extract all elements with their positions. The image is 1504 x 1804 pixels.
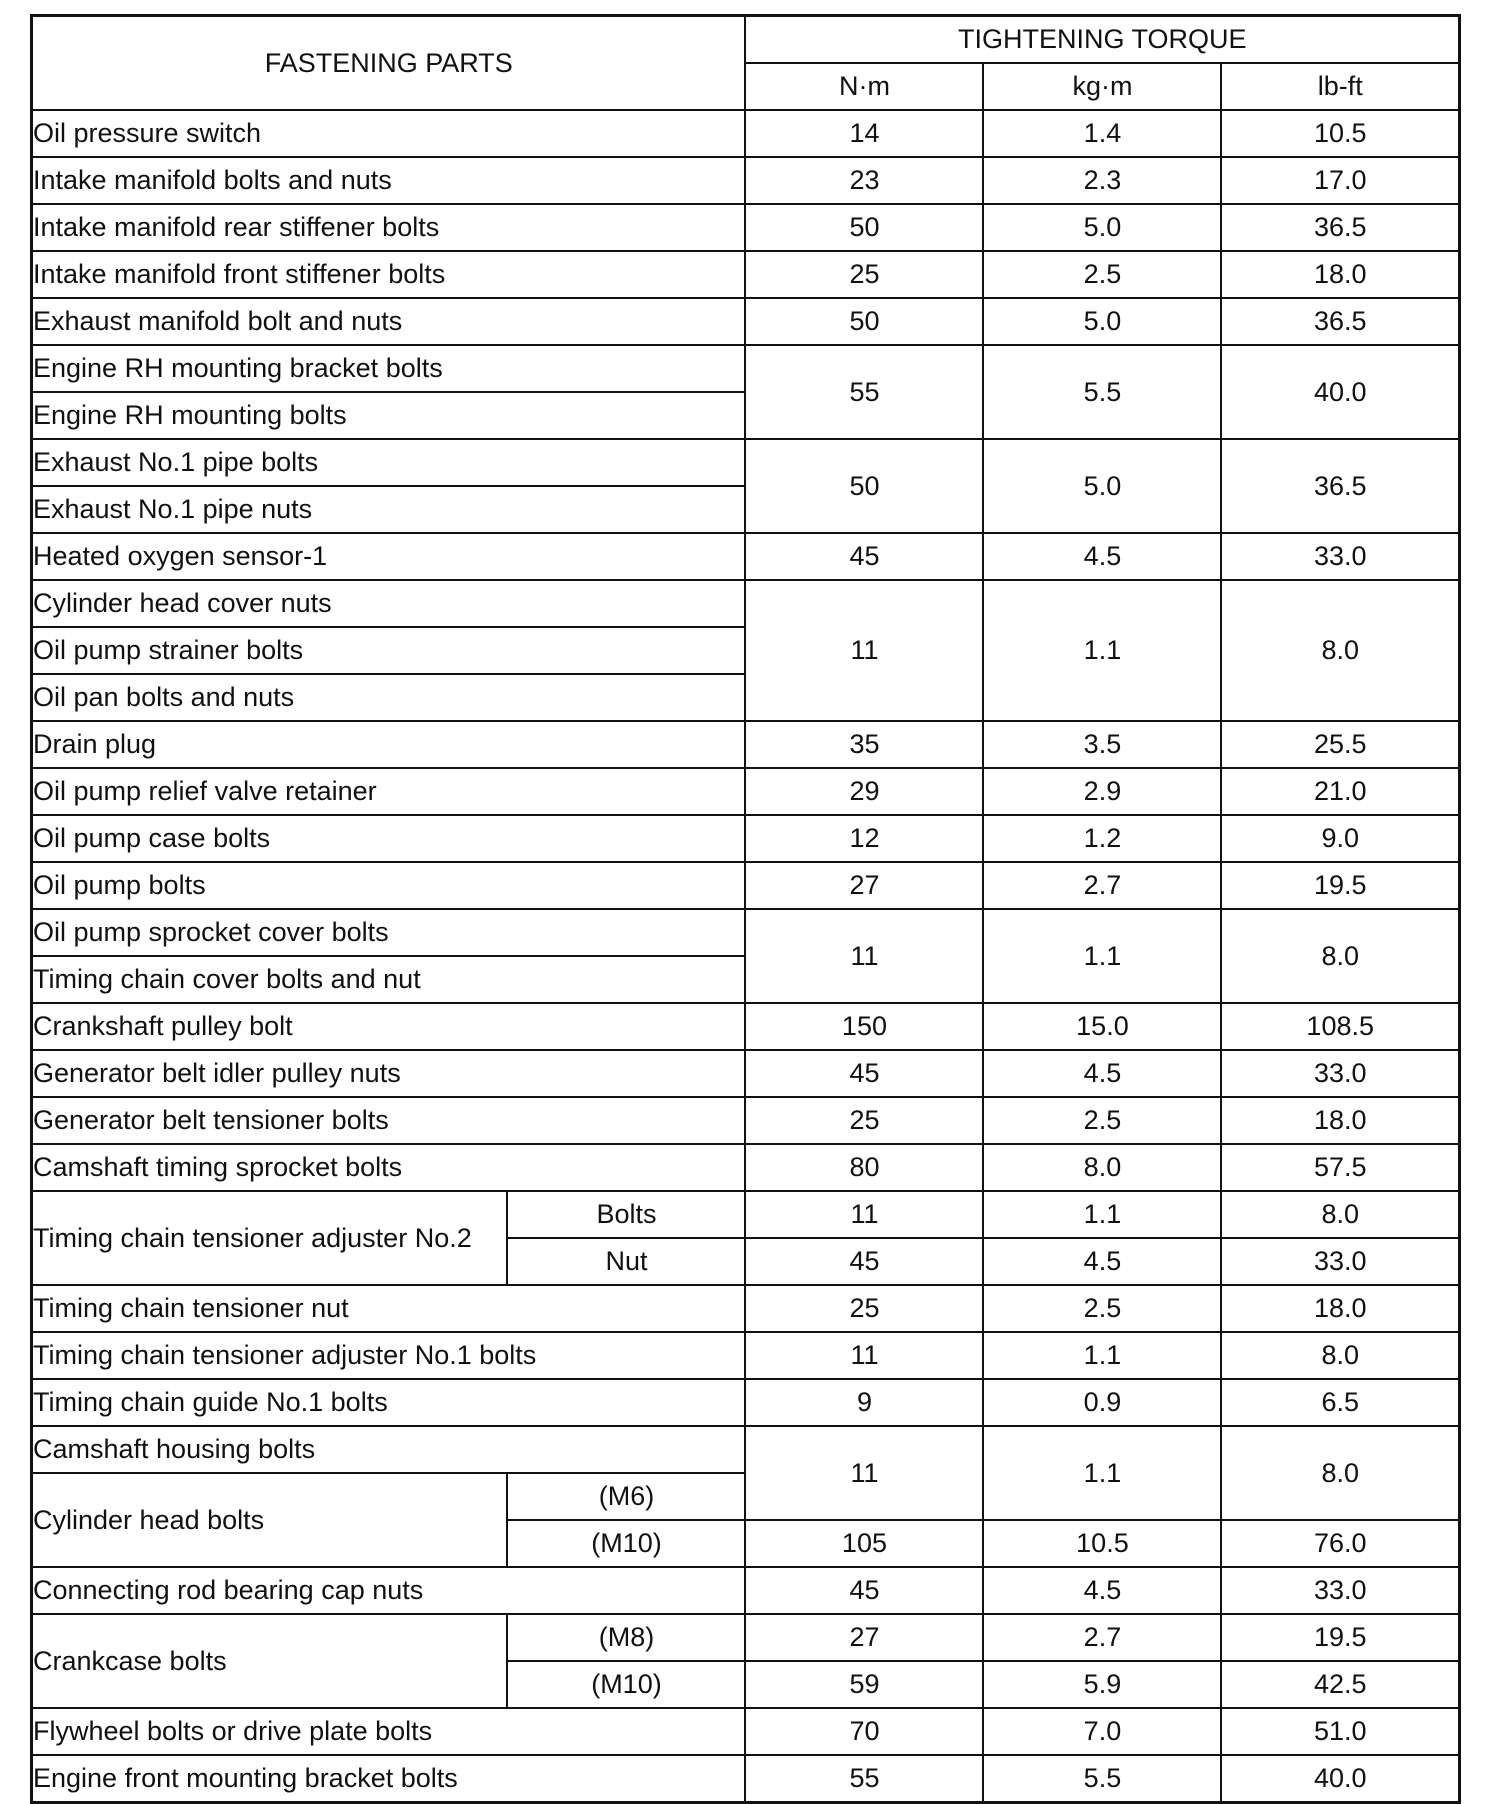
torque-nm: 150 bbox=[745, 1003, 983, 1050]
torque-lbft: 21.0 bbox=[1221, 768, 1459, 815]
torque-lbft: 6.5 bbox=[1221, 1379, 1459, 1426]
part-name: Cylinder head cover nuts bbox=[32, 580, 746, 627]
table-row bbox=[32, 345, 1460, 392]
torque-kgm: 2.5 bbox=[983, 1097, 1221, 1144]
table-row bbox=[32, 580, 1460, 627]
torque-kgm: 1.1 bbox=[983, 1332, 1221, 1379]
torque-kgm: 8.0 bbox=[983, 1144, 1221, 1191]
torque-nm: 45 bbox=[745, 1238, 983, 1285]
torque-lbft: 8.0 bbox=[1221, 580, 1459, 721]
sub-part-label: (M10) bbox=[507, 1661, 745, 1708]
torque-lbft: 9.0 bbox=[1221, 815, 1459, 862]
table-row bbox=[32, 1050, 1460, 1097]
table-row bbox=[32, 768, 1460, 815]
torque-kgm: 5.0 bbox=[983, 204, 1221, 251]
table-row bbox=[32, 157, 1460, 204]
torque-nm: 105 bbox=[745, 1520, 983, 1567]
torque-kgm: 5.5 bbox=[983, 1755, 1221, 1803]
torque-kgm: 4.5 bbox=[983, 533, 1221, 580]
sub-part-label: Nut bbox=[507, 1238, 745, 1285]
torque-kgm: 2.7 bbox=[983, 862, 1221, 909]
part-name: Heated oxygen sensor-1 bbox=[32, 533, 746, 580]
torque-lbft: 8.0 bbox=[1221, 1332, 1459, 1379]
part-name: Engine RH mounting bolts bbox=[32, 392, 746, 439]
unit-header-nm: N·m bbox=[745, 63, 983, 110]
part-name: Exhaust No.1 pipe nuts bbox=[32, 486, 746, 533]
table-row bbox=[32, 1426, 1460, 1473]
tightening-torque-header: TIGHTENING TORQUE bbox=[745, 16, 1459, 64]
torque-lbft: 33.0 bbox=[1221, 533, 1459, 580]
part-name: Timing chain cover bolts and nut bbox=[32, 956, 746, 1003]
torque-nm: 11 bbox=[745, 1332, 983, 1379]
torque-lbft: 19.5 bbox=[1221, 1614, 1459, 1661]
torque-kgm: 15.0 bbox=[983, 1003, 1221, 1050]
torque-kgm: 1.1 bbox=[983, 1191, 1221, 1238]
torque-lbft: 36.5 bbox=[1221, 298, 1459, 345]
torque-nm: 45 bbox=[745, 1567, 983, 1614]
part-name: Connecting rod bearing cap nuts bbox=[32, 1567, 746, 1614]
torque-lbft: 57.5 bbox=[1221, 1144, 1459, 1191]
torque-nm: 80 bbox=[745, 1144, 983, 1191]
torque-lbft: 8.0 bbox=[1221, 1191, 1459, 1238]
torque-kgm: 0.9 bbox=[983, 1379, 1221, 1426]
table-row bbox=[32, 1003, 1460, 1050]
torque-kgm: 5.0 bbox=[983, 298, 1221, 345]
torque-kgm: 1.4 bbox=[983, 110, 1221, 157]
part-name: Crankshaft pulley bolt bbox=[32, 1003, 746, 1050]
table-row bbox=[32, 204, 1460, 251]
table-row bbox=[32, 1755, 1460, 1803]
torque-nm: 59 bbox=[745, 1661, 983, 1708]
part-name: Camshaft timing sprocket bolts bbox=[32, 1144, 746, 1191]
sub-part-label: Bolts bbox=[507, 1191, 745, 1238]
torque-lbft: 33.0 bbox=[1221, 1238, 1459, 1285]
table-row bbox=[32, 909, 1460, 956]
torque-kgm: 10.5 bbox=[983, 1520, 1221, 1567]
torque-nm: 12 bbox=[745, 815, 983, 862]
torque-nm: 55 bbox=[745, 345, 983, 439]
table-row bbox=[32, 1285, 1460, 1332]
part-name: Drain plug bbox=[32, 721, 746, 768]
torque-nm: 11 bbox=[745, 909, 983, 1003]
table-row bbox=[32, 251, 1460, 298]
torque-nm: 23 bbox=[745, 157, 983, 204]
part-name: Timing chain tensioner adjuster No.2 bbox=[32, 1191, 508, 1285]
torque-kgm: 4.5 bbox=[983, 1050, 1221, 1097]
torque-lbft: 36.5 bbox=[1221, 204, 1459, 251]
torque-kgm: 1.1 bbox=[983, 580, 1221, 721]
part-name: Cylinder head bolts bbox=[32, 1473, 508, 1567]
torque-lbft: 40.0 bbox=[1221, 345, 1459, 439]
part-name: Intake manifold rear stiffener bolts bbox=[32, 204, 746, 251]
sub-part-label: (M8) bbox=[507, 1614, 745, 1661]
torque-lbft: 33.0 bbox=[1221, 1050, 1459, 1097]
torque-lbft: 18.0 bbox=[1221, 1285, 1459, 1332]
torque-nm: 45 bbox=[745, 533, 983, 580]
part-name: Crankcase bolts bbox=[32, 1614, 508, 1708]
part-name: Generator belt tensioner bolts bbox=[32, 1097, 746, 1144]
table-row bbox=[32, 1144, 1460, 1191]
part-name: Oil pump sprocket cover bolts bbox=[32, 909, 746, 956]
table-row bbox=[32, 1708, 1460, 1755]
part-name: Intake manifold front stiffener bolts bbox=[32, 251, 746, 298]
torque-nm: 14 bbox=[745, 110, 983, 157]
torque-lbft: 33.0 bbox=[1221, 1567, 1459, 1614]
table-row bbox=[32, 862, 1460, 909]
part-name: Timing chain tensioner nut bbox=[32, 1285, 746, 1332]
torque-nm: 50 bbox=[745, 298, 983, 345]
torque-nm: 27 bbox=[745, 1614, 983, 1661]
part-name: Oil pump bolts bbox=[32, 862, 746, 909]
torque-nm: 27 bbox=[745, 862, 983, 909]
torque-nm: 35 bbox=[745, 721, 983, 768]
torque-nm: 25 bbox=[745, 1285, 983, 1332]
torque-kgm: 1.2 bbox=[983, 815, 1221, 862]
torque-nm: 25 bbox=[745, 251, 983, 298]
part-name: Intake manifold bolts and nuts bbox=[32, 157, 746, 204]
torque-lbft: 10.5 bbox=[1221, 110, 1459, 157]
torque-lbft: 36.5 bbox=[1221, 439, 1459, 533]
torque-nm: 50 bbox=[745, 204, 983, 251]
part-name: Camshaft housing bolts bbox=[32, 1426, 746, 1473]
torque-nm: 45 bbox=[745, 1050, 983, 1097]
part-name: Timing chain guide No.1 bolts bbox=[32, 1379, 746, 1426]
torque-nm: 70 bbox=[745, 1708, 983, 1755]
torque-lbft: 17.0 bbox=[1221, 157, 1459, 204]
table-row bbox=[32, 815, 1460, 862]
torque-lbft: 51.0 bbox=[1221, 1708, 1459, 1755]
part-name: Timing chain tensioner adjuster No.1 bolts bbox=[32, 1332, 746, 1379]
torque-lbft: 18.0 bbox=[1221, 1097, 1459, 1144]
table-row bbox=[32, 1332, 1460, 1379]
torque-kgm: 4.5 bbox=[983, 1567, 1221, 1614]
torque-nm: 11 bbox=[745, 580, 983, 721]
torque-lbft: 18.0 bbox=[1221, 251, 1459, 298]
part-name: Generator belt idler pulley nuts bbox=[32, 1050, 746, 1097]
part-name: Oil pump case bolts bbox=[32, 815, 746, 862]
torque-kgm: 5.9 bbox=[983, 1661, 1221, 1708]
torque-kgm: 5.5 bbox=[983, 345, 1221, 439]
part-name: Engine front mounting bracket bolts bbox=[32, 1755, 746, 1803]
table-row bbox=[32, 721, 1460, 768]
unit-header-kgm: kg·m bbox=[983, 63, 1221, 110]
torque-nm: 25 bbox=[745, 1097, 983, 1144]
table-row bbox=[32, 1567, 1460, 1614]
unit-header-lbft: lb-ft bbox=[1221, 63, 1459, 110]
torque-lbft: 40.0 bbox=[1221, 1755, 1459, 1803]
sub-part-label: (M6) bbox=[507, 1473, 745, 1520]
torque-nm: 11 bbox=[745, 1191, 983, 1238]
table-row bbox=[32, 533, 1460, 580]
part-name: Oil pump relief valve retainer bbox=[32, 768, 746, 815]
torque-kgm: 2.3 bbox=[983, 157, 1221, 204]
torque-kgm: 2.5 bbox=[983, 251, 1221, 298]
torque-kgm: 2.9 bbox=[983, 768, 1221, 815]
torque-nm: 9 bbox=[745, 1379, 983, 1426]
torque-kgm: 5.0 bbox=[983, 439, 1221, 533]
torque-kgm: 2.5 bbox=[983, 1285, 1221, 1332]
sub-part-label: (M10) bbox=[507, 1520, 745, 1567]
table-row bbox=[32, 298, 1460, 345]
torque-lbft: 76.0 bbox=[1221, 1520, 1459, 1567]
part-name: Flywheel bolts or drive plate bolts bbox=[32, 1708, 746, 1755]
table-row bbox=[32, 1097, 1460, 1144]
torque-nm: 50 bbox=[745, 439, 983, 533]
part-name: Exhaust No.1 pipe bolts bbox=[32, 439, 746, 486]
torque-lbft: 42.5 bbox=[1221, 1661, 1459, 1708]
torque-kgm: 1.1 bbox=[983, 1426, 1221, 1520]
fastening-parts-header: FASTENING PARTS bbox=[32, 16, 746, 111]
torque-kgm: 4.5 bbox=[983, 1238, 1221, 1285]
part-name: Oil pressure switch bbox=[32, 110, 746, 157]
torque-lbft: 19.5 bbox=[1221, 862, 1459, 909]
torque-nm: 55 bbox=[745, 1755, 983, 1803]
part-name: Oil pan bolts and nuts bbox=[32, 674, 746, 721]
torque-spec-table bbox=[30, 14, 1461, 1804]
torque-nm: 11 bbox=[745, 1426, 983, 1520]
part-name: Oil pump strainer bolts bbox=[32, 627, 746, 674]
part-name: Engine RH mounting bracket bolts bbox=[32, 345, 746, 392]
table-row bbox=[32, 1614, 1460, 1661]
torque-kgm: 7.0 bbox=[983, 1708, 1221, 1755]
part-name: Exhaust manifold bolt and nuts bbox=[32, 298, 746, 345]
torque-kgm: 3.5 bbox=[983, 721, 1221, 768]
table-row bbox=[32, 110, 1460, 157]
torque-lbft: 25.5 bbox=[1221, 721, 1459, 768]
torque-nm: 29 bbox=[745, 768, 983, 815]
torque-kgm: 1.1 bbox=[983, 909, 1221, 1003]
torque-kgm: 2.7 bbox=[983, 1614, 1221, 1661]
torque-lbft: 108.5 bbox=[1221, 1003, 1459, 1050]
table-row bbox=[32, 1191, 1460, 1238]
table-row bbox=[32, 439, 1460, 486]
torque-lbft: 8.0 bbox=[1221, 1426, 1459, 1520]
table-row bbox=[32, 1379, 1460, 1426]
torque-lbft: 8.0 bbox=[1221, 909, 1459, 1003]
